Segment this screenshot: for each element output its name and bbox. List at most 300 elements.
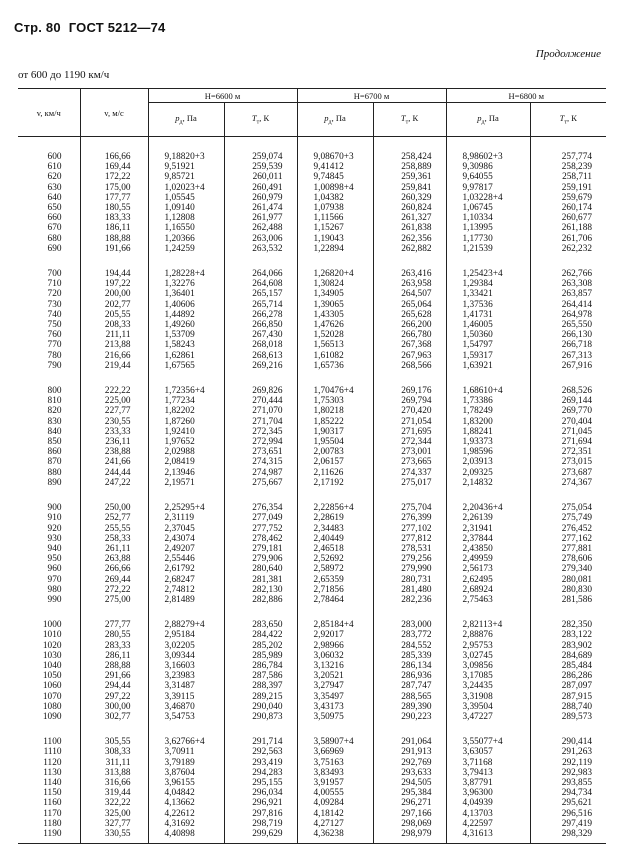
- table-cell: 302,77: [80, 712, 148, 722]
- table-cell: 282,130: [224, 585, 297, 595]
- table-cell: 1100: [18, 737, 80, 747]
- table-cell: 236,11: [80, 437, 148, 447]
- continuation-label: Продолжение: [535, 48, 601, 60]
- table-cell: 780: [18, 351, 80, 361]
- table-cell: 271,704: [224, 417, 297, 427]
- table-cell: 268,526: [530, 386, 606, 396]
- table-cell: 1040: [18, 661, 80, 671]
- table-cell: 273,001: [373, 447, 446, 457]
- table-cell: 277,049: [224, 513, 297, 523]
- table-cell: 276,354: [224, 503, 297, 513]
- table-cell: 3,31487: [148, 681, 224, 691]
- table-row: [18, 300, 606, 310]
- table-cell: 2,17192: [297, 478, 373, 488]
- table-cell: 216,66: [80, 351, 148, 361]
- table-cell: 910: [18, 513, 80, 523]
- table-cell: 282,886: [224, 595, 297, 605]
- table-cell: 316,66: [80, 778, 148, 788]
- table-cell: 1,83200: [446, 417, 530, 427]
- table-cell: 2,00783: [297, 447, 373, 457]
- table-cell: 281,480: [373, 585, 446, 595]
- table-cell: 267,430: [224, 330, 297, 340]
- table-cell: 1150: [18, 788, 80, 798]
- table-cell: 1,29384: [446, 279, 530, 289]
- table-cell: 1,61082: [297, 351, 373, 361]
- table-cell: 260,011: [224, 172, 297, 182]
- table-cell: 1,36401: [148, 289, 224, 299]
- table-cell: 277,77: [80, 620, 148, 630]
- table-cell: 271,695: [373, 427, 446, 437]
- table-cell: 233,33: [80, 427, 148, 437]
- table-cell: 1010: [18, 630, 80, 640]
- table-cell: 1080: [18, 702, 80, 712]
- group-spacer: [18, 371, 606, 386]
- table-cell: 298,979: [373, 829, 446, 839]
- table-cell: 1,07938: [297, 203, 373, 213]
- table-cell: 2,55446: [148, 554, 224, 564]
- group-spacer: [18, 254, 606, 269]
- table-cell: 2,46518: [297, 544, 373, 554]
- table-cell: 1,98596: [446, 447, 530, 457]
- table-cell: 1,15267: [297, 223, 373, 233]
- table-cell: 266,278: [224, 310, 297, 320]
- table-cell: 269,176: [373, 386, 446, 396]
- table-cell: 297,22: [80, 692, 148, 702]
- table-row: [18, 778, 606, 788]
- table-cell: 9,51921: [148, 162, 224, 172]
- table-row: [18, 585, 606, 595]
- table-cell: 2,22856+4: [297, 503, 373, 513]
- table-cell: 322,22: [80, 798, 148, 808]
- table-cell: 291,263: [530, 747, 606, 757]
- table-row: [18, 788, 606, 798]
- table-cell: 1,40606: [148, 300, 224, 310]
- table-cell: 3,87604: [148, 768, 224, 778]
- table-cell: 166,66: [80, 152, 148, 162]
- table-cell: 271,054: [373, 417, 446, 427]
- table-cell: 2,20436+4: [446, 503, 530, 513]
- table-cell: 277,162: [530, 534, 606, 544]
- table-cell: 4,04939: [446, 798, 530, 808]
- table-cell: 297,816: [224, 809, 297, 819]
- table-cell: 266,718: [530, 340, 606, 350]
- table-cell: 287,747: [373, 681, 446, 691]
- table-cell: 700: [18, 269, 80, 279]
- table-cell: 300,00: [80, 702, 148, 712]
- page-header: [14, 20, 166, 35]
- table-row: [18, 193, 606, 203]
- table-cell: 660: [18, 213, 80, 223]
- table-cell: 261,188: [530, 223, 606, 233]
- table-row: [18, 406, 606, 416]
- table-cell: 238,88: [80, 447, 148, 457]
- table-cell: 2,13946: [148, 468, 224, 478]
- table-cell: 261,838: [373, 223, 446, 233]
- table-cell: 9,30986: [446, 162, 530, 172]
- table-cell: 283,902: [530, 641, 606, 651]
- table-row: [18, 651, 606, 661]
- table-cell: 291,66: [80, 671, 148, 681]
- table-row: [18, 437, 606, 447]
- table-cell: 275,704: [373, 503, 446, 513]
- table-cell: 1,20366: [148, 234, 224, 244]
- header-altitude-2: H=6700 м: [297, 89, 446, 103]
- table-cell: 281,381: [224, 575, 297, 585]
- table-row: [18, 829, 606, 839]
- standard-code: ГОСТ 5212—74: [68, 20, 166, 35]
- table-cell: 282,350: [530, 620, 606, 630]
- table-cell: 770: [18, 340, 80, 350]
- table-cell: 296,921: [224, 798, 297, 808]
- table-cell: 8,98602+3: [446, 152, 530, 162]
- table-cell: 800: [18, 386, 80, 396]
- table-cell: 285,202: [224, 641, 297, 651]
- table-row: [18, 320, 606, 330]
- table-cell: 292,983: [530, 768, 606, 778]
- table-cell: 266,850: [224, 320, 297, 330]
- table-cell: 1,65736: [297, 361, 373, 371]
- table-row: [18, 244, 606, 254]
- table-cell: 4,18142: [297, 809, 373, 819]
- table-cell: 1,43305: [297, 310, 373, 320]
- table-cell: 1,72356+4: [148, 386, 224, 396]
- table-cell: 3,31908: [446, 692, 530, 702]
- table-cell: 2,88279+4: [148, 620, 224, 630]
- table-cell: 289,215: [224, 692, 297, 702]
- table-cell: 2,68247: [148, 575, 224, 585]
- table-cell: 3,16603: [148, 661, 224, 671]
- table-cell: 2,58972: [297, 564, 373, 574]
- table-cell: 272,994: [224, 437, 297, 447]
- table-cell: 266,130: [530, 330, 606, 340]
- table-row: [18, 468, 606, 478]
- table-cell: 740: [18, 310, 80, 320]
- table-cell: 4,13662: [148, 798, 224, 808]
- table-cell: 1130: [18, 768, 80, 778]
- group-spacer: [18, 137, 606, 153]
- table-cell: 258,424: [373, 152, 446, 162]
- table-cell: 283,122: [530, 630, 606, 640]
- table-cell: 3,87791: [446, 778, 530, 788]
- table-cell: 202,77: [80, 300, 148, 310]
- table-cell: 279,340: [530, 564, 606, 574]
- table-cell: 172,22: [80, 172, 148, 182]
- table-cell: 297,419: [530, 819, 606, 829]
- table-cell: 263,416: [373, 269, 446, 279]
- table-row: [18, 575, 606, 585]
- table-row: [18, 712, 606, 722]
- table-cell: 600: [18, 152, 80, 162]
- table-cell: 270,444: [224, 396, 297, 406]
- table-cell: 271,070: [224, 406, 297, 416]
- table-cell: 259,361: [373, 172, 446, 182]
- table-cell: 3,50975: [297, 712, 373, 722]
- table-cell: 2,49207: [148, 544, 224, 554]
- table-cell: 670: [18, 223, 80, 233]
- table-cell: 258,711: [530, 172, 606, 182]
- table-cell: 186,11: [80, 223, 148, 233]
- table-cell: 9,08670+3: [297, 152, 373, 162]
- table-cell: 298,719: [224, 819, 297, 829]
- table-row: [18, 681, 606, 691]
- table-cell: 2,85184+4: [297, 620, 373, 630]
- table-cell: 1,73386: [446, 396, 530, 406]
- table-cell: 3,13216: [297, 661, 373, 671]
- table-cell: 2,43850: [446, 544, 530, 554]
- table-cell: 177,77: [80, 193, 148, 203]
- table-cell: 225,00: [80, 396, 148, 406]
- table-cell: 288,88: [80, 661, 148, 671]
- table-cell: 264,066: [224, 269, 297, 279]
- table-cell: 252,77: [80, 513, 148, 523]
- table-cell: 2,34483: [297, 524, 373, 534]
- table-cell: 261,706: [530, 234, 606, 244]
- table-row: [18, 162, 606, 172]
- table-cell: 2,52692: [297, 554, 373, 564]
- table-cell: 278,462: [224, 534, 297, 544]
- table-cell: 260,677: [530, 213, 606, 223]
- table-cell: 2,09325: [446, 468, 530, 478]
- table-cell: 4,40898: [148, 829, 224, 839]
- table-cell: 297,166: [373, 809, 446, 819]
- table-cell: 3,24435: [446, 681, 530, 691]
- table-cell: 296,034: [224, 788, 297, 798]
- table-row: [18, 330, 606, 340]
- table-cell: 1,19043: [297, 234, 373, 244]
- table-cell: 3,55077+4: [446, 737, 530, 747]
- table-cell: 9,18820+3: [148, 152, 224, 162]
- table-cell: 1,25423+4: [446, 269, 530, 279]
- table-cell: 265,714: [224, 300, 297, 310]
- table-cell: 1,22894: [297, 244, 373, 254]
- table-cell: 690: [18, 244, 80, 254]
- table-cell: 269,794: [373, 396, 446, 406]
- table-row: [18, 737, 606, 747]
- table-cell: 266,66: [80, 564, 148, 574]
- table-cell: 2,71856: [297, 585, 373, 595]
- table-cell: 291,714: [224, 737, 297, 747]
- table-cell: 180,55: [80, 203, 148, 213]
- table-cell: 1,59317: [446, 351, 530, 361]
- table-cell: 3,96300: [446, 788, 530, 798]
- table-cell: 257,774: [530, 152, 606, 162]
- table-cell: 260,174: [530, 203, 606, 213]
- table-cell: 197,22: [80, 279, 148, 289]
- table-cell: 3,96155: [148, 778, 224, 788]
- table-cell: 9,64055: [446, 172, 530, 182]
- table-cell: 640: [18, 193, 80, 203]
- table-cell: 2,03913: [446, 457, 530, 467]
- table-cell: 294,283: [224, 768, 297, 778]
- table-cell: 330,55: [80, 829, 148, 839]
- table-cell: 298,329: [530, 829, 606, 839]
- table-cell: 1,44892: [148, 310, 224, 320]
- table-cell: 260,491: [224, 183, 297, 193]
- table-cell: 3,47227: [446, 712, 530, 722]
- group-spacer: [18, 605, 606, 620]
- table-cell: 230,55: [80, 417, 148, 427]
- table-cell: 270,420: [373, 406, 446, 416]
- table-cell: 296,516: [530, 809, 606, 819]
- table-row: [18, 279, 606, 289]
- table-cell: 272,344: [373, 437, 446, 447]
- table-row: [18, 172, 606, 182]
- table-cell: 261,474: [224, 203, 297, 213]
- table-cell: 2,11626: [297, 468, 373, 478]
- table-cell: 870: [18, 457, 80, 467]
- table-cell: 294,505: [373, 778, 446, 788]
- table-cell: 1,75303: [297, 396, 373, 406]
- table-cell: 258,33: [80, 534, 148, 544]
- table-cell: 1,50360: [446, 330, 530, 340]
- table-cell: 274,315: [224, 457, 297, 467]
- table-cell: 280,55: [80, 630, 148, 640]
- table-cell: 1,88241: [446, 427, 530, 437]
- table-cell: 269,826: [224, 386, 297, 396]
- table-cell: 1,67565: [148, 361, 224, 371]
- header-pressure: $p_д$, Па: [446, 103, 530, 137]
- table-cell: 890: [18, 478, 80, 488]
- table-cell: 1,30824: [297, 279, 373, 289]
- table-cell: 263,857: [530, 289, 606, 299]
- table-cell: 1,92410: [148, 427, 224, 437]
- table-cell: 2,26139: [446, 513, 530, 523]
- table-cell: 1,05545: [148, 193, 224, 203]
- table-cell: 840: [18, 427, 80, 437]
- table-cell: 2,37844: [446, 534, 530, 544]
- table-cell: 3,75163: [297, 758, 373, 768]
- table-cell: 264,507: [373, 289, 446, 299]
- table-cell: 1,04382: [297, 193, 373, 203]
- table-cell: 250,00: [80, 503, 148, 513]
- table-cell: 3,20521: [297, 671, 373, 681]
- table-cell: 940: [18, 544, 80, 554]
- table-cell: 1,12808: [148, 213, 224, 223]
- table-cell: 292,119: [530, 758, 606, 768]
- table-cell: 3,71168: [446, 758, 530, 768]
- table-cell: 265,628: [373, 310, 446, 320]
- table-cell: 319,44: [80, 788, 148, 798]
- table-cell: 269,144: [530, 396, 606, 406]
- header-v-ms: v, м/с: [80, 89, 148, 137]
- table-cell: 1,06745: [446, 203, 530, 213]
- table-cell: 1,58243: [148, 340, 224, 350]
- table-cell: 289,573: [530, 712, 606, 722]
- table-cell: 279,990: [373, 564, 446, 574]
- table-cell: 1,82202: [148, 406, 224, 416]
- table-cell: 3,83493: [297, 768, 373, 778]
- table-cell: 268,613: [224, 351, 297, 361]
- table-cell: 2,02988: [148, 447, 224, 457]
- table-row: [18, 661, 606, 671]
- table-cell: 720: [18, 289, 80, 299]
- table-cell: 1,93373: [446, 437, 530, 447]
- table-cell: 271,694: [530, 437, 606, 447]
- table-cell: 2,28619: [297, 513, 373, 523]
- table-cell: 247,22: [80, 478, 148, 488]
- table-cell: 295,384: [373, 788, 446, 798]
- table-cell: 1,10334: [446, 213, 530, 223]
- table-cell: 288,740: [530, 702, 606, 712]
- table-cell: 2,37045: [148, 524, 224, 534]
- table-cell: 820: [18, 406, 80, 416]
- table-cell: 1110: [18, 747, 80, 757]
- table-cell: 9,97817: [446, 183, 530, 193]
- table-cell: 9,74845: [297, 172, 373, 182]
- table-cell: 271,045: [530, 427, 606, 437]
- table-cell: 2,98966: [297, 641, 373, 651]
- table-cell: 275,667: [224, 478, 297, 488]
- range-caption: от 600 до 1190 км/ч: [18, 69, 110, 81]
- table-cell: 1020: [18, 641, 80, 651]
- table-cell: 278,606: [530, 554, 606, 564]
- table-cell: 3,79189: [148, 758, 224, 768]
- table-row: [18, 554, 606, 564]
- table-cell: 1,47626: [297, 320, 373, 330]
- table-cell: 1,34905: [297, 289, 373, 299]
- table-cell: 1,53709: [148, 330, 224, 340]
- table-row: [18, 819, 606, 829]
- table-cell: 4,04842: [148, 788, 224, 798]
- header-temperature: $T_т$, К: [373, 103, 446, 137]
- table-cell: 261,11: [80, 544, 148, 554]
- table-cell: 3,06032: [297, 651, 373, 661]
- table-cell: 268,566: [373, 361, 446, 371]
- table-cell: 610: [18, 162, 80, 172]
- table-cell: 3,70911: [148, 747, 224, 757]
- table-cell: 308,33: [80, 747, 148, 757]
- table-cell: 1170: [18, 809, 80, 819]
- table-cell: 1,13995: [446, 223, 530, 233]
- table-cell: 272,22: [80, 585, 148, 595]
- table-cell: 277,102: [373, 524, 446, 534]
- table-cell: 790: [18, 361, 80, 371]
- table-cell: 1,97652: [148, 437, 224, 447]
- table-cell: 980: [18, 585, 80, 595]
- table-cell: 285,484: [530, 661, 606, 671]
- table-row: [18, 534, 606, 544]
- table-cell: 267,368: [373, 340, 446, 350]
- table-cell: 1,80218: [297, 406, 373, 416]
- table-row: [18, 223, 606, 233]
- header-temperature: $T_т$, К: [224, 103, 297, 137]
- table-cell: 277,752: [224, 524, 297, 534]
- table-cell: 261,327: [373, 213, 446, 223]
- table-cell: 260,979: [224, 193, 297, 203]
- header-temperature: $T_т$, К: [530, 103, 606, 137]
- table-cell: 288,565: [373, 692, 446, 702]
- table-cell: 1,85222: [297, 417, 373, 427]
- table-cell: 265,550: [530, 320, 606, 330]
- table-cell: 290,414: [530, 737, 606, 747]
- table-cell: 263,88: [80, 554, 148, 564]
- table-cell: 1,78249: [446, 406, 530, 416]
- table-cell: 275,017: [373, 478, 446, 488]
- table-cell: 730: [18, 300, 80, 310]
- table-cell: 175,00: [80, 183, 148, 193]
- table-cell: 276,399: [373, 513, 446, 523]
- table-cell: 293,419: [224, 758, 297, 768]
- table-cell: 287,097: [530, 681, 606, 691]
- table-cell: 270,404: [530, 417, 606, 427]
- table-row: [18, 747, 606, 757]
- table-cell: 287,915: [530, 692, 606, 702]
- table-cell: 277,881: [530, 544, 606, 554]
- table-row: [18, 340, 606, 350]
- table-cell: 327,77: [80, 819, 148, 829]
- table-cell: 2,68924: [446, 585, 530, 595]
- table-row: [18, 620, 606, 630]
